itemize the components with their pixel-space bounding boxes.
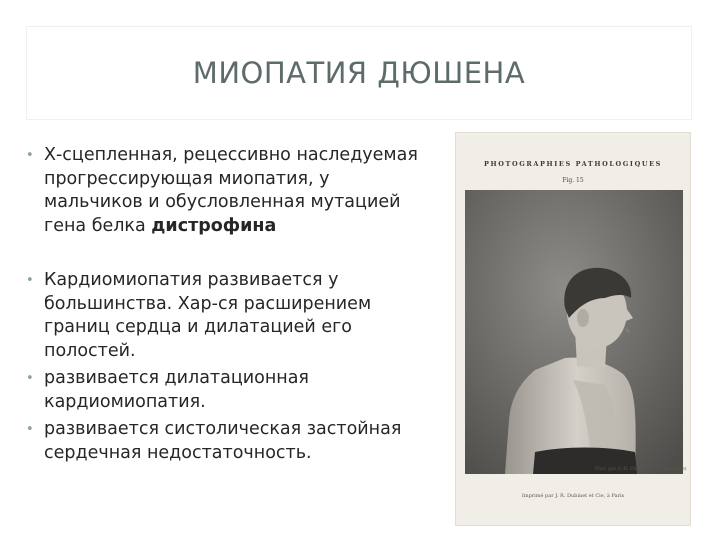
boy-profile-image (465, 190, 683, 474)
bullet-text: Х-сцепленная, рецессивно наследуемая прогрессирующая миопатия, у мальчиков и обусловленная мутацией гена белка (44, 145, 418, 236)
bullet-item (26, 367, 426, 414)
slide-title: МИОПАТИЯ ДЮШЕНА (192, 56, 526, 90)
bullet-text: Кардиомиопатия развивается у большинства. Хар-ся расширением границ сердца и дилатацией его полостей. (44, 270, 372, 361)
photo-bottom-caption: Imprimé par J. R. Dubinet et Cie, à Paris (521, 493, 625, 499)
bullet-item (26, 269, 426, 363)
bullet-dot-icon: • (26, 422, 34, 437)
bullet-text: развивается систолическая застойная сердечная недостаточность. (44, 419, 402, 463)
bullet-item (26, 418, 426, 465)
bullet-item (26, 144, 426, 238)
bullet-dot-icon: • (26, 148, 34, 163)
bullet-text: развивается дилатационная кардиомиопатия. (44, 368, 309, 412)
photo-small-caption: Phot. par G.-B. Duchenne (de Boulogne) (595, 467, 687, 472)
bullet-list (26, 144, 426, 465)
bullet-dot-icon: • (26, 273, 34, 288)
title-box (26, 26, 692, 120)
photo-card-header: PHOTOGRAPHIES PATHOLOGIQUES (484, 160, 662, 168)
bullet-dot-icon: • (26, 371, 34, 386)
bullet-bold-term: дистрофина (151, 215, 277, 236)
historical-photo-card (455, 132, 691, 526)
photo-figure-number: Fig. 15 (562, 177, 584, 184)
patient-photo (465, 190, 683, 474)
